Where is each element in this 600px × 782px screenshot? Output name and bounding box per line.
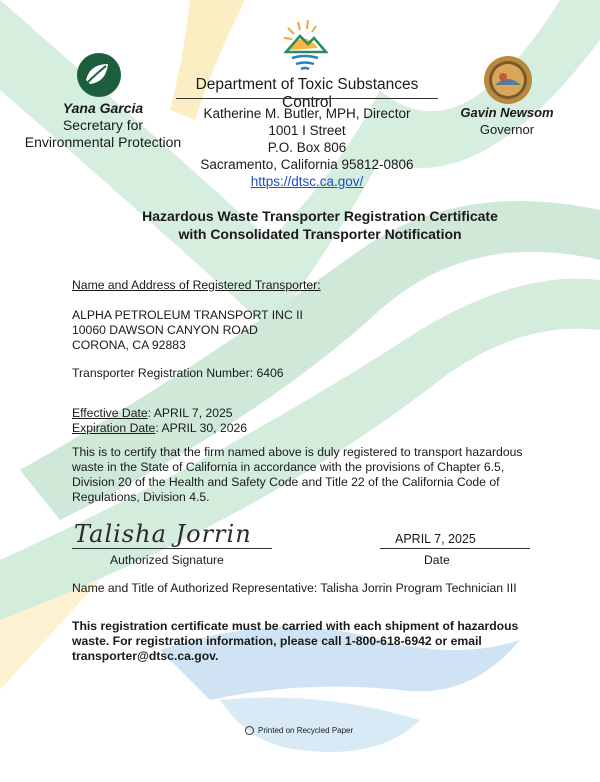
governor-name: Gavin Newsom [460,105,554,120]
handwritten-signature: Talisha Jorrin [74,520,252,548]
effective-date-label: Effective Date [72,406,148,420]
transporter-city: CORONA, CA 92883 [72,338,186,352]
expiration-date-value: APRIL 30, 2026 [161,421,248,435]
authorized-representative: Name and Title of Authorized Representative: Talisha Jorrin Program Technician III [72,581,517,595]
header-divider [176,98,438,99]
registration-number-label: Transporter Registration Number: [72,366,254,380]
date-label: Date [424,553,450,567]
department-name: Department of Toxic Substances Control [195,76,419,111]
certificate-title-line2: with Consolidated Transporter Notification [178,226,462,242]
certificate-title [100,207,540,243]
expiration-date-label: Expiration Date [72,421,156,435]
secretary-name: Yana Garcia [62,100,144,116]
po-box: P.O. Box 806 [267,140,347,155]
recycled-paper-text: Printed on Recycled Paper [258,726,354,735]
transporter-street: 10060 DAWSON CANYON ROAD [72,323,258,337]
governor-block [452,104,562,138]
website-link[interactable]: https://dtsc.ca.gov/ [250,174,364,189]
transporter-name: ALPHA PETROLEUM TRANSPORT INC II [72,308,303,322]
transporter-address [72,308,303,353]
registration-number-value: 6406 [256,366,284,380]
signature-label: Authorized Signature [110,553,224,567]
effective-date-line: Effective Date: APRIL 7, 2025 [72,406,233,420]
registration-number-line [72,366,284,381]
date-line [380,548,530,549]
signature-line [72,548,272,549]
street-address: 1001 I Street [268,123,346,138]
certification-statement: This is to certify that the firm named above is duly registered to transport hazardous waste in the State of California in accordance with the provisions of Chapter 6.5, Division 20 of the Health and Safety Code and Title 22 of the California Code of Regulations, Division 4.5. [72,445,523,504]
city-state-zip: Sacramento, California 95812-0806 [200,157,414,172]
name-address-label: Name and Address of Registered Transporter: [72,278,321,292]
certificate-title-line1: Hazardous Waste Transporter Registration Certificate [142,208,498,224]
dates-block [72,406,247,436]
california-seal-icon [483,55,533,105]
calepa-leaf-logo-icon [76,52,122,98]
carry-notice: This registration certificate must be carried with each shipment of hazardous waste. For registration information, please call 1-800-618-6942 or email transporter@dtsc.ca.gov. [72,619,519,663]
secretary-block [18,100,188,151]
recycle-icon [245,726,254,735]
recycled-paper-note [245,726,353,735]
secretary-title-line1: Secretary for [62,117,144,133]
director-name: Katherine M. Butler, MPH, Director [203,106,411,121]
effective-date-value: APRIL 7, 2025 [153,406,233,420]
signature-date-value: APRIL 7, 2025 [395,532,476,546]
secretary-title-line2: Environmental Protection [24,134,182,150]
governor-title: Governor [479,122,535,137]
director-address-block [196,105,418,190]
expiration-date-line: Expiration Date: APRIL 30, 2026 [72,421,248,435]
sun-mountain-water-icon [282,18,328,74]
